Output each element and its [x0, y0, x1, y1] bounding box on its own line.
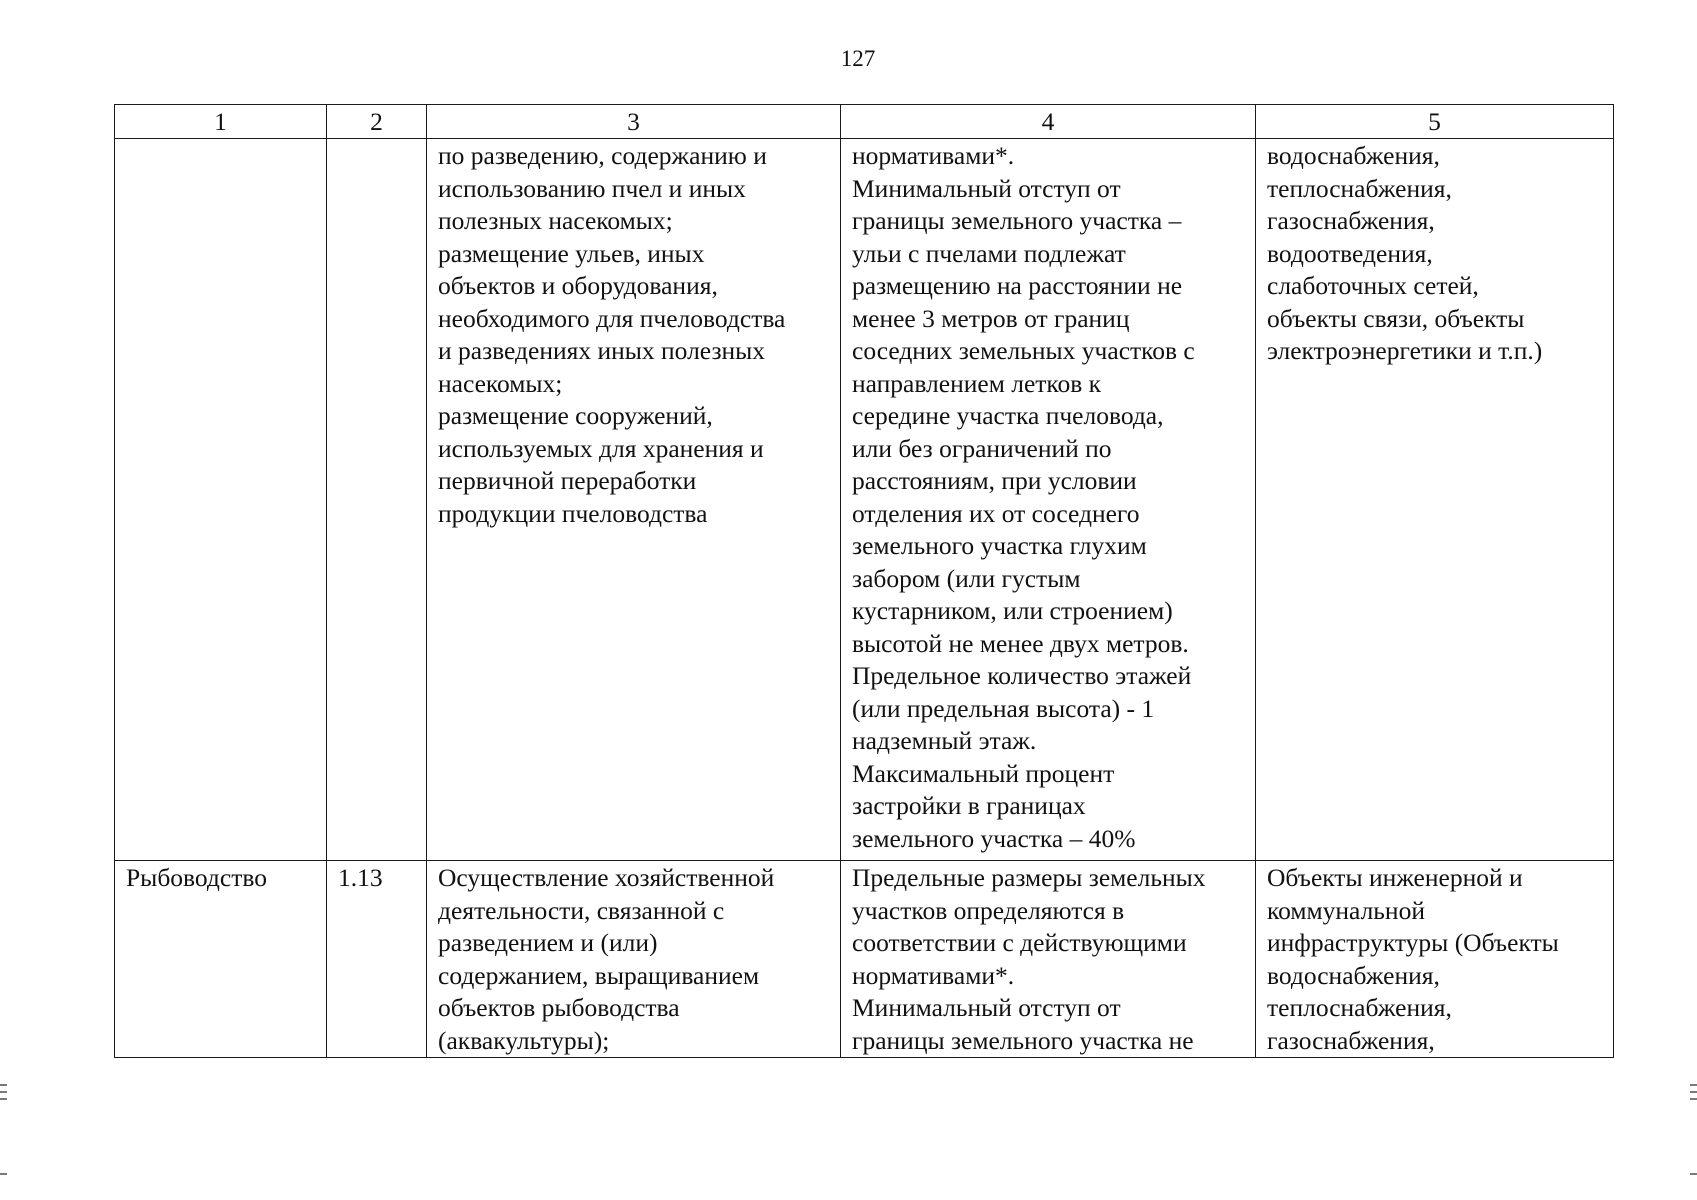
- cell-text-line: застройки в границах: [852, 791, 1086, 820]
- cell-text-line: надземный этаж.: [852, 726, 1037, 755]
- land-use-table: [114, 104, 1614, 1058]
- table-row: [115, 861, 1614, 1058]
- cell-text-line: или без ограничений по: [852, 433, 1112, 463]
- cell-text-line: границы земельного участка –: [852, 206, 1182, 235]
- cell-text-line: слаботочных сетей,: [1267, 271, 1479, 300]
- cell-use-type: [115, 139, 327, 861]
- scan-mark: [0, 1091, 7, 1093]
- cell-text-line: коммунальной: [1267, 895, 1425, 925]
- cell-text-line: середине участка пчеловода,: [852, 401, 1164, 430]
- cell-text-line: газоснабжения,: [1267, 206, 1435, 235]
- cell-text-line: водоотведения,: [1267, 238, 1433, 268]
- cell-description: [427, 861, 841, 1058]
- cell-auxiliary-uses: [1256, 861, 1614, 1058]
- cell-text-line: нормативами*.: [852, 960, 1015, 990]
- cell-text-line: первичной переработки: [438, 466, 697, 495]
- cell-text-line: земельного участка глухим: [852, 531, 1147, 560]
- page-number: 127: [840, 46, 876, 71]
- cell-text-line: направлением летков к: [852, 368, 1102, 398]
- cell-text-line: 1.13: [338, 863, 383, 892]
- scan-mark: [0, 1098, 7, 1100]
- cell-text-line: (аквакультуры);: [438, 1025, 610, 1055]
- scan-mark: [1690, 1173, 1697, 1175]
- cell-text-line: инфраструктуры (Объекты: [1267, 928, 1559, 957]
- cell-text-line: отделения их от соседнего: [852, 498, 1140, 528]
- cell-description: [427, 139, 841, 861]
- cell-text-line: размещению на расстоянии не: [852, 271, 1183, 300]
- cell-text-line: по разведению, содержанию и: [438, 141, 767, 170]
- header-cell-5: 5: [1256, 105, 1614, 139]
- cell-text-line: Минимальный отступ от: [852, 173, 1121, 203]
- cell-text-line: границы земельного участка не: [852, 1025, 1194, 1055]
- cell-text-line: деятельности, связанной с: [438, 895, 725, 925]
- cell-code: [327, 139, 427, 861]
- cell-text-line: продукции пчеловодства: [438, 498, 708, 528]
- cell-parameters: [841, 139, 1256, 861]
- cell-text-line: Рыбоводство: [126, 863, 267, 892]
- scan-mark: [0, 1084, 7, 1086]
- scan-mark: [1690, 1091, 1697, 1093]
- cell-text-line: полезных насекомых;: [438, 206, 673, 235]
- cell-text-line: участков определяются в: [852, 895, 1125, 925]
- cell-text-line: менее 3 метров от границ: [852, 303, 1130, 333]
- cell-text-line: ульи с пчелами подлежат: [852, 238, 1126, 268]
- cell-text-line: объектов рыбоводства: [438, 993, 680, 1022]
- cell-text-line: Предельное количество этажей: [852, 661, 1192, 690]
- scan-mark: [1690, 1098, 1697, 1100]
- cell-text-line: Максимальный процент: [852, 758, 1115, 788]
- table-row: [115, 139, 1614, 861]
- cell-text-line: водоснабжения,: [1267, 960, 1440, 990]
- cell-text-line: объекты связи, объекты: [1267, 303, 1525, 333]
- cell-auxiliary-uses: [1256, 139, 1614, 861]
- header-row: [115, 105, 1614, 139]
- cell-text-line: разведением и (или): [438, 928, 658, 957]
- cell-text-line: забором (или густым: [852, 563, 1081, 593]
- scan-mark: [1690, 1084, 1697, 1086]
- cell-code: [327, 861, 427, 1058]
- cell-text-line: Осуществление хозяйственной: [438, 863, 775, 892]
- cell-text-line: земельного участка – 40%: [852, 823, 1136, 853]
- cell-text-line: соответствии с действующими: [852, 928, 1187, 957]
- cell-text-line: соседних земельных участков с: [852, 336, 1195, 365]
- cell-text-line: размещение ульев, иных: [438, 238, 705, 268]
- cell-text-line: насекомых;: [438, 368, 563, 398]
- cell-text-line: водоснабжения,: [1267, 141, 1440, 170]
- header-cell-1: 1: [115, 105, 327, 139]
- header-cell-4: 4: [841, 105, 1256, 139]
- cell-text-line: размещение сооружений,: [438, 401, 713, 430]
- cell-text-line: использованию пчел и иных: [438, 173, 746, 203]
- header-cell-2: 2: [327, 105, 427, 139]
- cell-text-line: теплоснабжения,: [1267, 993, 1452, 1022]
- cell-text-line: Предельные размеры земельных: [852, 863, 1206, 892]
- cell-text-line: кустарником, или строением): [852, 596, 1173, 625]
- cell-text-line: объектов и оборудования,: [438, 271, 718, 300]
- cell-text-line: (или предельная высота) - 1: [852, 693, 1155, 723]
- cell-text-line: газоснабжения,: [1267, 1025, 1435, 1055]
- cell-text-line: Объекты инженерной и: [1267, 863, 1523, 892]
- cell-text-line: электроэнергетики и т.п.): [1267, 336, 1543, 365]
- header-cell-3: 3: [427, 105, 841, 139]
- cell-text-line: используемых для хранения и: [438, 433, 764, 463]
- cell-text-line: нормативами*.: [852, 141, 1015, 170]
- cell-text-line: содержанием, выращиванием: [438, 960, 760, 990]
- cell-parameters: [841, 861, 1256, 1058]
- cell-text-line: высотой не менее двух метров.: [852, 628, 1189, 658]
- cell-use-type: [115, 861, 327, 1058]
- cell-text-line: необходимого для пчеловодства: [438, 303, 786, 333]
- cell-text-line: теплоснабжения,: [1267, 173, 1452, 203]
- cell-text-line: расстояниям, при условии: [852, 466, 1137, 495]
- scan-mark: [0, 1173, 7, 1175]
- cell-text-line: и разведениях иных полезных: [438, 336, 766, 365]
- cell-text-line: Минимальный отступ от: [852, 993, 1121, 1022]
